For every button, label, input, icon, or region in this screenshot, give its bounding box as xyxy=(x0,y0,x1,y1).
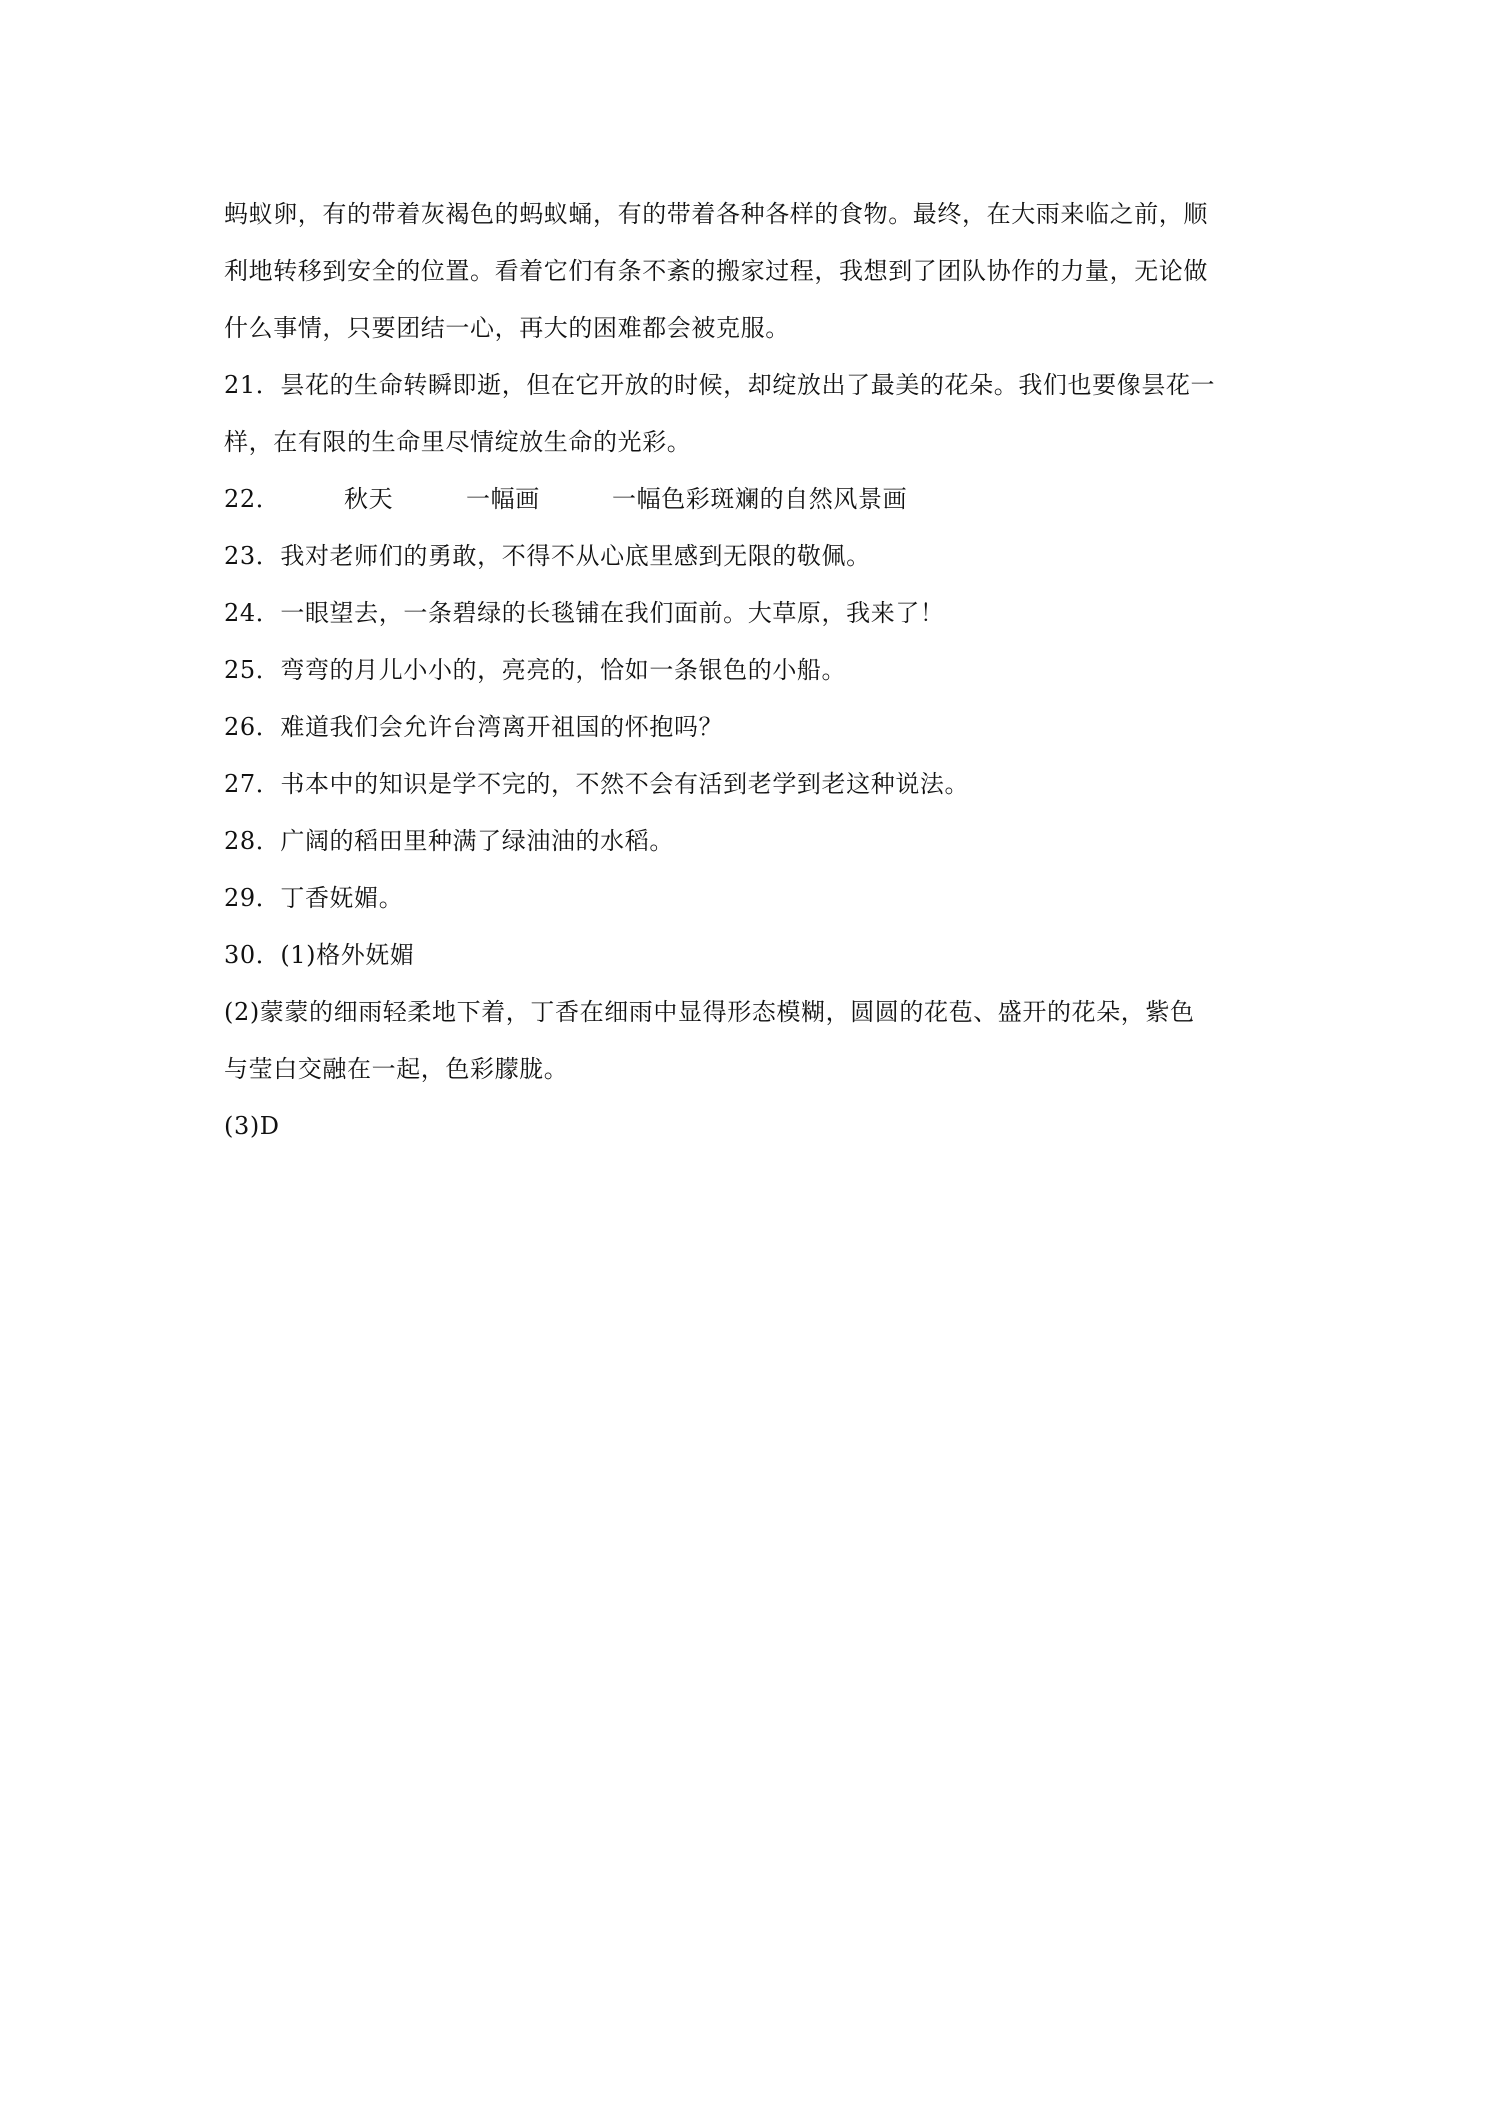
answer-21-line: 21．昙花的生命转瞬即逝，但在它开放的时候，却绽放出了最美的花朵。我们也要像昙花一 xyxy=(224,371,1216,399)
text-line: 蚂蚁卵，有的带着灰褐色的蚂蚁蛹，有的带着各种各样的食物。最终，在大雨来临之前，顺 xyxy=(224,200,1208,228)
answer-22-a: 秋天 xyxy=(344,485,394,513)
text-line: 利地转移到安全的位置。看着它们有条不紊的搬家过程，我想到了团队协作的力量，无论做 xyxy=(224,257,1208,285)
answer-28-line: 28．广阔的稻田里种满了绿油油的水稻。 xyxy=(224,827,674,855)
answer-30-2-line: (2)蒙蒙的细雨轻柔地下着，丁香在细雨中显得形态模糊，圆圆的花苞、盛开的花朵，紫色 xyxy=(224,998,1195,1026)
answer-27-line: 27．书本中的知识是学不完的，不然不会有活到老学到老这种说法。 xyxy=(224,770,970,798)
answer-25-line: 25．弯弯的月儿小小的，亮亮的，恰如一条银色的小船。 xyxy=(224,656,847,684)
answer-22-number: 22． xyxy=(224,485,281,513)
answer-22-c: 一幅色彩斑斓的自然风景画 xyxy=(612,485,908,513)
answer-30-3-line: (3)D xyxy=(224,1112,280,1140)
answer-30-2-line: 与莹白交融在一起，色彩朦胧。 xyxy=(224,1055,569,1083)
answer-22-b: 一幅画 xyxy=(466,485,540,513)
answer-24-line: 24．一眼望去，一条碧绿的长毯铺在我们面前。大草原，我来了！ xyxy=(224,599,945,627)
answer-29-line: 29．丁香妩媚。 xyxy=(224,884,404,912)
answer-30-1-line: 30．(1)格外妩媚 xyxy=(224,941,415,969)
text-line: 什么事情，只要团结一心，再大的困难都会被克服。 xyxy=(224,314,790,342)
answer-text-block xyxy=(224,186,1268,1155)
answer-22-line xyxy=(224,471,1268,528)
answer-21-line: 样，在有限的生命里尽情绽放生命的光彩。 xyxy=(224,428,692,456)
answer-26-line: 26．难道我们会允许台湾离开祖国的怀抱吗？ xyxy=(224,713,724,741)
answer-23-line: 23．我对老师们的勇敢，不得不从心底里感到无限的敬佩。 xyxy=(224,542,871,570)
